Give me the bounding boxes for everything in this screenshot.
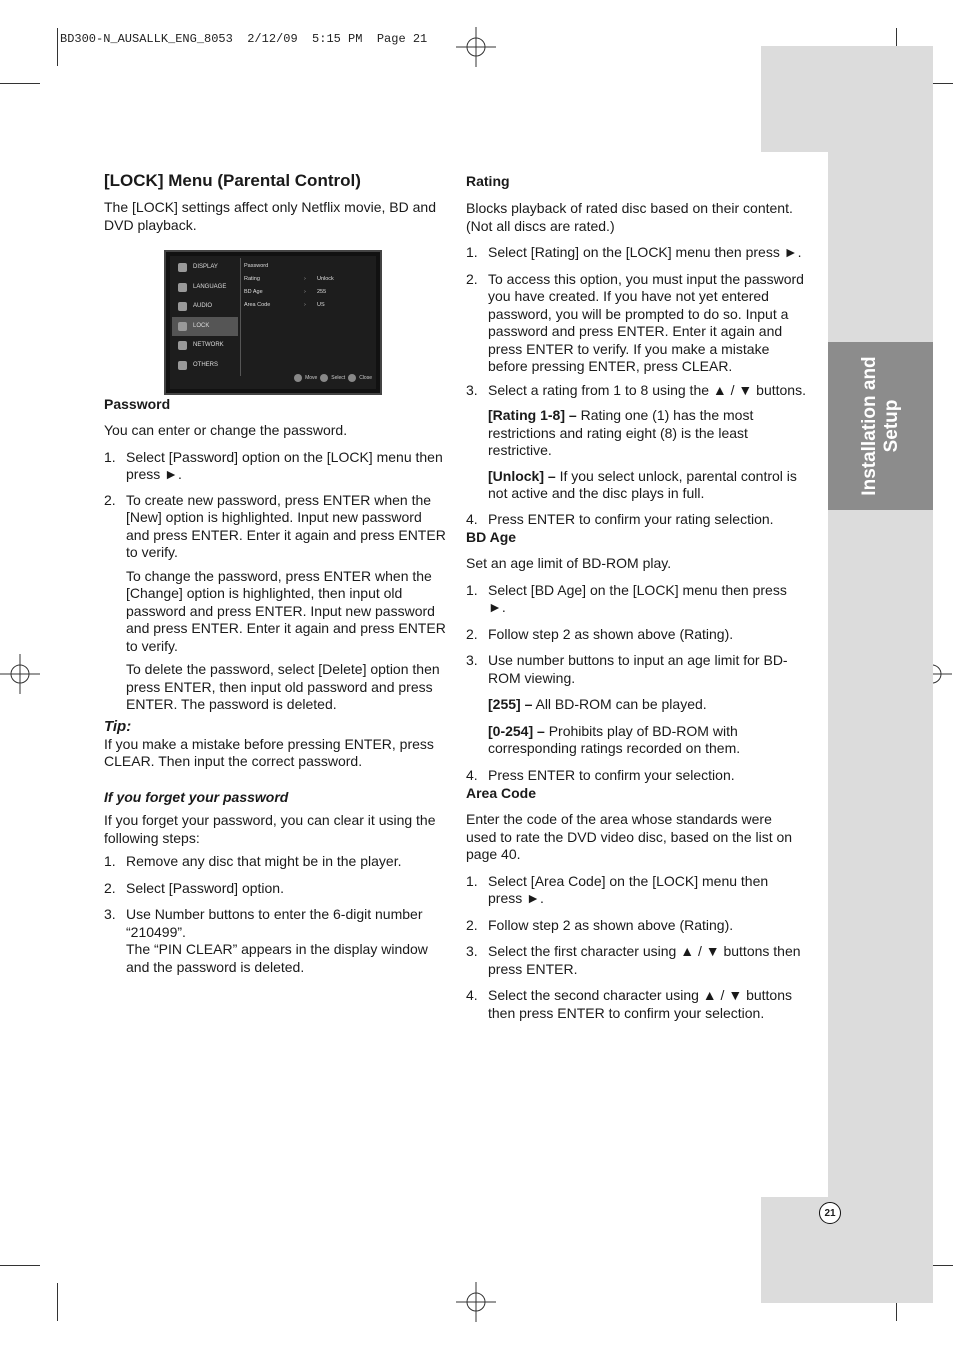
menu-hints: Move Select Close xyxy=(291,370,372,388)
tip-text: If you make a mistake before pressing ENTER, press CLEAR. Then input the correct password. xyxy=(104,735,434,769)
crop-mark xyxy=(57,1283,58,1321)
side-band xyxy=(828,152,933,1197)
rating-heading: Rating xyxy=(466,173,510,189)
list-item: 2. Follow step 2 as shown above (Rating). xyxy=(466,916,734,933)
audio-icon xyxy=(178,302,187,311)
list-item: 1. Select [Area Code] on the [LOCK] menu then press ►. xyxy=(466,872,769,906)
crop-mark xyxy=(57,28,58,66)
page-title: [LOCK] Menu (Parental Control) xyxy=(104,171,361,190)
area-code-heading: Area Code xyxy=(466,785,537,801)
close-icon xyxy=(348,374,356,382)
language-icon xyxy=(178,283,187,292)
list-item: 1. Select [Rating] on the [LOCK] menu then press ►. xyxy=(466,244,802,260)
list-item: 3. Use Number buttons to enter the 6-digit number “210499”. The “PIN CLEAR” appears in the display window and the password is deleted. xyxy=(104,906,428,975)
list-item: 2. To access this option, you must input the password you have created. If you have not yet entered password, you will be prompted to do so. Input a password and press ENTER. Enter it again and press ENTER to verify. If you make a mistake before pressing ENTER, press CLEAR. xyxy=(466,270,804,374)
side-band xyxy=(761,1197,933,1303)
list-item: 4. Press ENTER to confirm your rating selection. xyxy=(466,510,774,527)
delete-password-text: To delete the password, select [Delete] option then press ENTER, then input old password and press ENTER. The password is deleted. xyxy=(126,661,440,712)
select-icon xyxy=(320,374,328,382)
list-item: 1. Select [BD Age] on the [LOCK] menu then press ►. xyxy=(466,581,787,615)
registration-mark-icon xyxy=(456,1282,496,1322)
section-tab xyxy=(828,342,933,510)
bd-age-heading: BD Age xyxy=(466,529,517,545)
section-tab-line1: Installation and xyxy=(858,356,880,496)
list-item: 4. Select the second character using ▲ / ▼ buttons then press ENTER to confirm your selection. xyxy=(466,987,792,1021)
menu-item-display: DISPLAY xyxy=(172,258,238,278)
area-code-intro: Enter the code of the area whose standards were used to rate the DVD video disc, based on the list on page 40. xyxy=(466,811,793,862)
age-0-254-text: [0-254] – Prohibits play of BD-ROM with corresponding ratings recorded on them. xyxy=(488,722,741,756)
change-password-text: To change the password, press ENTER when the [Change] option is highlighted, then input old password and press ENTER. Input new password and press ENTER. Enter it again and press ENTER to verify. xyxy=(126,567,446,654)
list-item: 2. Follow step 2 as shown above (Rating). xyxy=(466,625,734,642)
tip-label: Tip: xyxy=(104,717,132,735)
right-column xyxy=(466,170,806,1022)
side-band xyxy=(761,46,933,152)
display-icon xyxy=(178,263,187,272)
age-255-text: [255] – All BD-ROM can be played. xyxy=(488,696,707,712)
crop-mark xyxy=(0,83,40,84)
list-item: 3. Use number buttons to input an age limit for BD-ROM viewing. xyxy=(466,652,788,686)
menu-row-rating: Rating › Unlock xyxy=(244,275,334,282)
network-icon xyxy=(178,341,187,350)
rating-intro: Blocks playback of rated disc based on their content. (Not all discs are rated.) xyxy=(466,200,793,234)
menu-row-area-code: Area Code › US xyxy=(244,301,325,308)
others-icon xyxy=(178,361,187,370)
list-item: 4. Press ENTER to confirm your selection. xyxy=(466,766,735,783)
menu-item-others: OTHERS xyxy=(172,356,238,376)
menu-divider xyxy=(240,258,241,376)
list-item: 1. Select [Password] option on the [LOCK] menu then press ►. xyxy=(104,448,443,482)
list-item: 2. Select [Password] option. xyxy=(104,879,284,896)
list-item: 3. Select a rating from 1 to 8 using the ▲ / ▼ buttons. xyxy=(466,381,806,398)
intro-text: The [LOCK] settings affect only Netflix movie, BD and DVD playback. xyxy=(104,199,437,233)
move-icon xyxy=(294,374,302,382)
lock-icon xyxy=(178,322,187,331)
left-column xyxy=(104,170,446,976)
page-number: 21 xyxy=(819,1202,841,1224)
menu-sidebar xyxy=(172,258,238,376)
menu-row-password: Password xyxy=(244,262,269,269)
list-item: 1. Remove any disc that might be in the player. xyxy=(104,853,402,869)
list-item: 3. Select the first character using ▲ / ▼ buttons then press ENTER. xyxy=(466,943,801,977)
rating-1-8-text: [Rating 1-8] – Rating one (1) has the most restrictions and rating eight (8) is the least restrictive. xyxy=(488,407,754,458)
section-tab-line2: Setup xyxy=(880,399,902,453)
menu-item-audio: AUDIO xyxy=(172,297,238,317)
list-item: 2. To create new password, press ENTER when the [New] option is highlighted. Input new password and press ENTER. Enter it again and press ENTER to verify. xyxy=(104,491,446,560)
forget-heading: If you forget your password xyxy=(104,788,289,805)
forget-intro: If you forget your password, you can clear it using the following steps: xyxy=(104,812,436,846)
menu-item-network: NETWORK xyxy=(172,336,238,356)
crop-mark xyxy=(0,1265,40,1266)
menu-options xyxy=(244,260,374,312)
unlock-text: [Unlock] – If you select unlock, parental control is not active and the disc plays in full. xyxy=(488,467,797,501)
registration-mark-icon xyxy=(456,27,496,67)
password-intro: You can enter or change the password. xyxy=(104,422,348,438)
password-heading: Password xyxy=(104,396,171,412)
print-header: BD300-N_AUSALLK_ENG_8053 2/12/09 5:15 PM Page 21 xyxy=(60,32,428,46)
registration-mark-icon xyxy=(0,654,40,694)
bd-age-intro: Set an age limit of BD-ROM play. xyxy=(466,555,672,571)
menu-item-lock: LOCK xyxy=(172,317,238,337)
menu-item-language: LANGUAGE xyxy=(172,278,238,298)
lock-menu-screenshot xyxy=(164,250,382,395)
menu-row-bd-age: BD Age › 255 xyxy=(244,288,327,295)
